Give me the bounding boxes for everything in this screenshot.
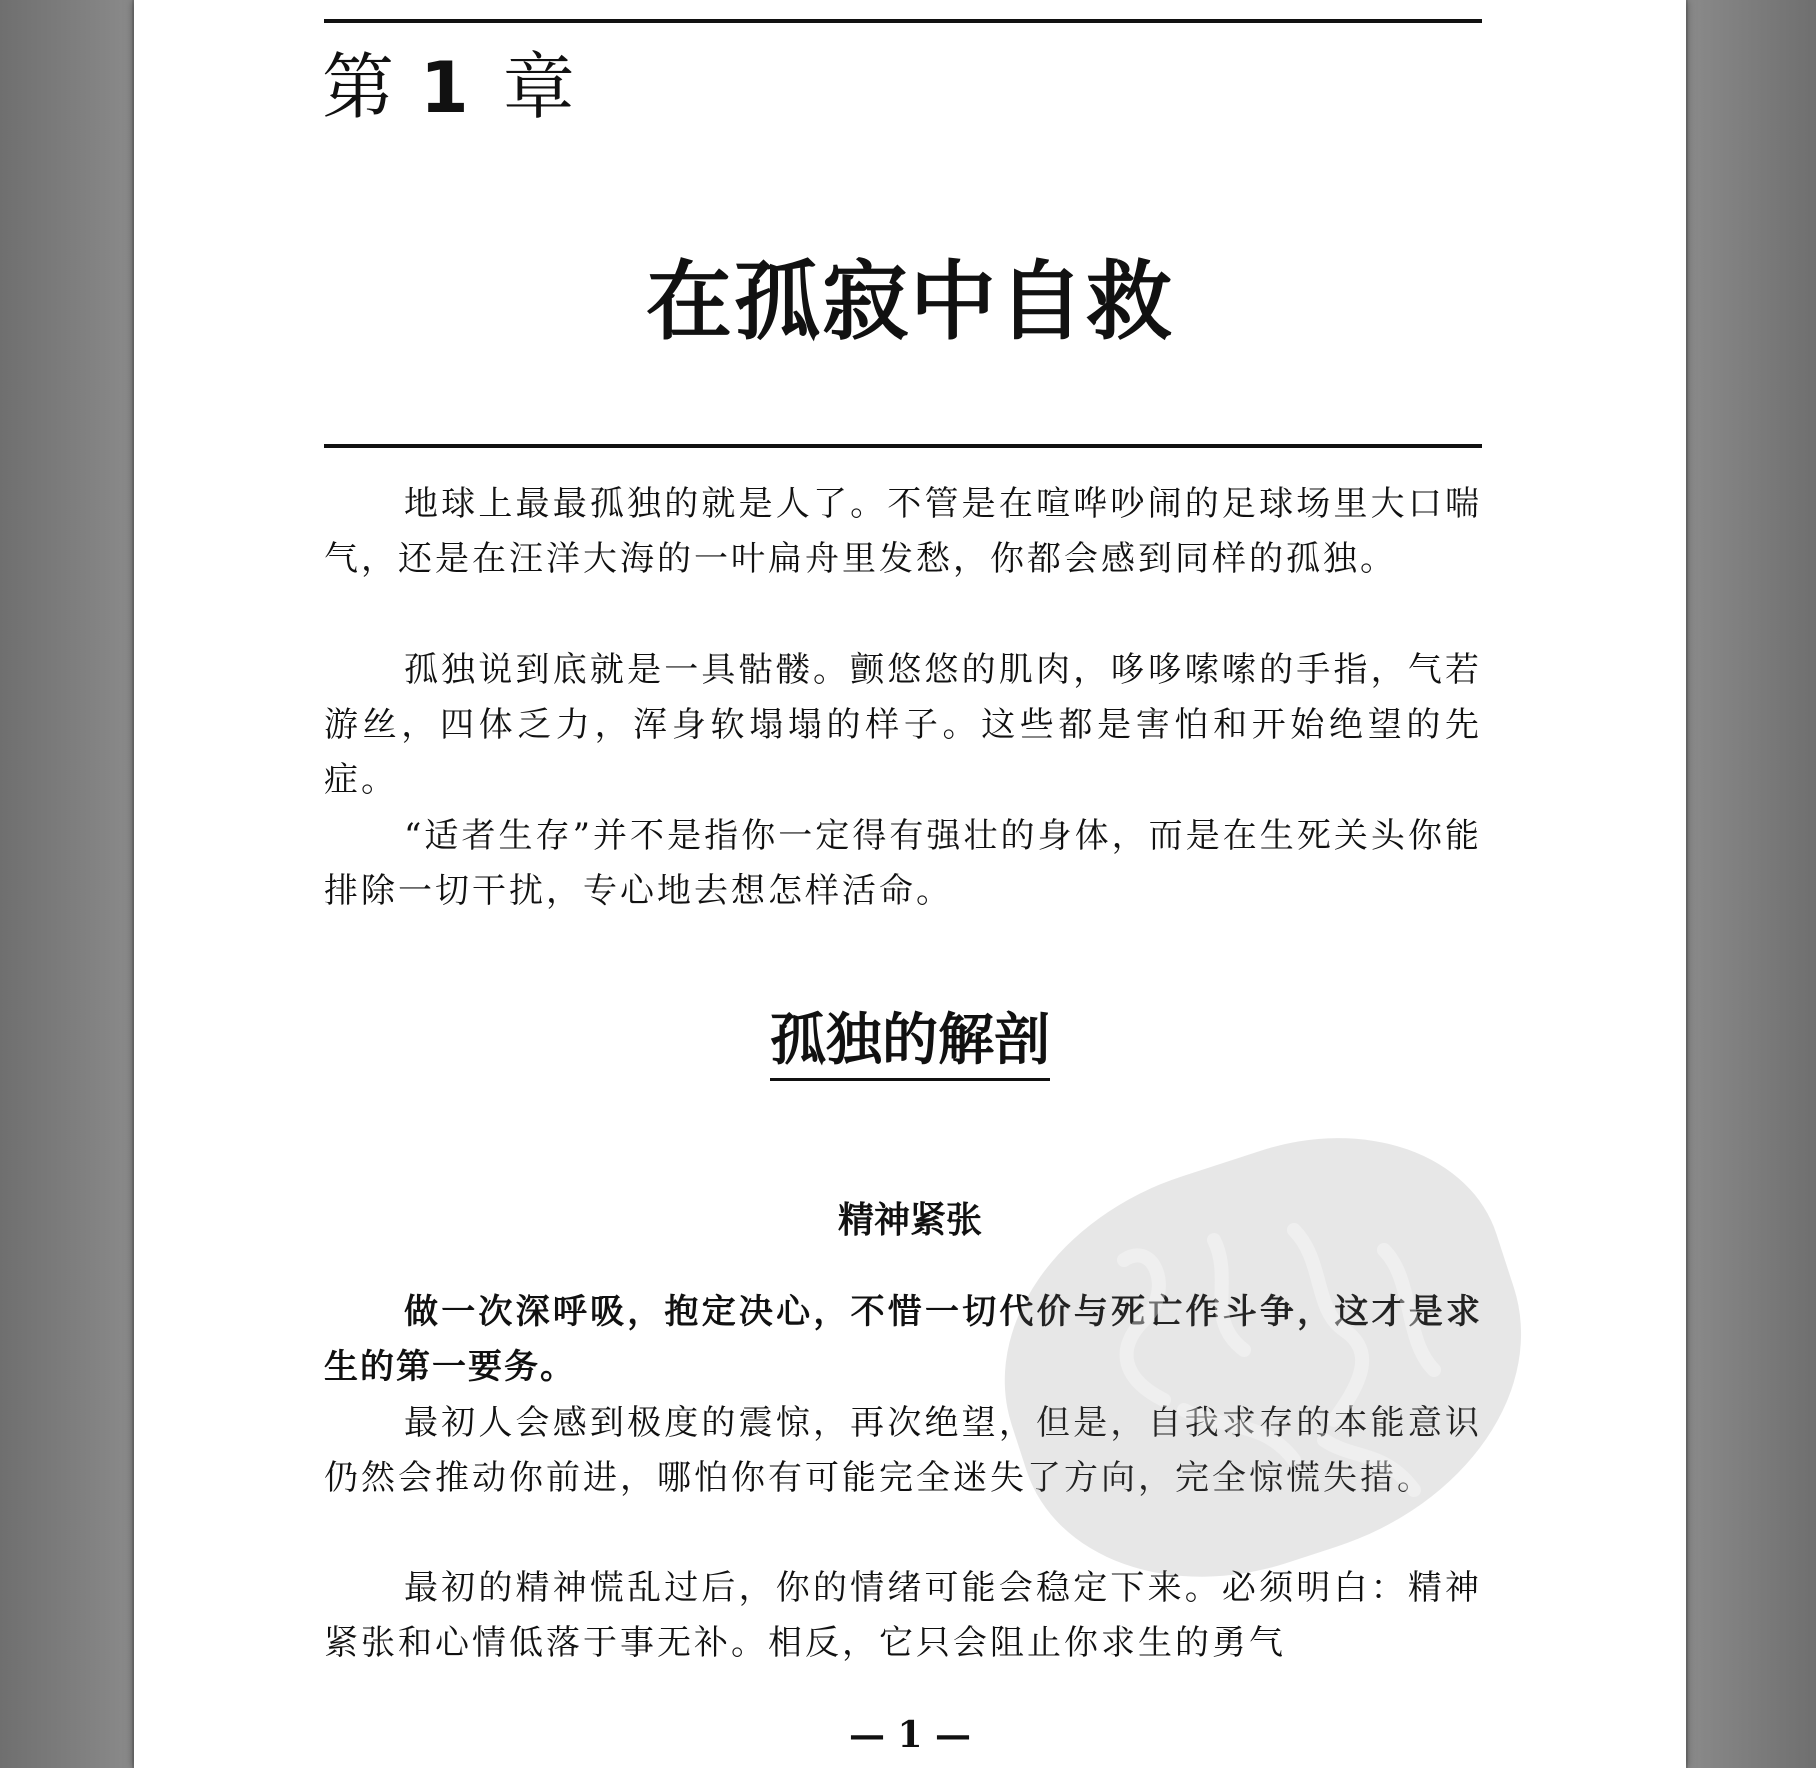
document-page xyxy=(134,0,1686,1768)
title-rule xyxy=(324,444,1482,448)
section-paragraph-2: 最初人会感到极度的震惊，再次绝望，但是，自我求存的本能意识仍然会推动你前进，哪怕你有可能完全迷失了方向，完全惊慌失措。 xyxy=(324,1403,1482,1498)
chapter-label-suffix: 章 xyxy=(502,45,581,129)
page-number: — 1 — xyxy=(848,1714,972,1756)
chapter-title: 在孤寂中自救 xyxy=(646,252,1174,352)
section-title-text: 孤独的解剖 xyxy=(770,1006,1050,1081)
viewer-background-right xyxy=(1688,0,1816,1768)
top-rule xyxy=(324,19,1482,23)
chapter-label xyxy=(322,42,581,133)
intro-paragraph-1: 地球上最最孤独的就是人了。不管是在喧哗吵闹的足球场里大口喘气，还是在汪洋大海的一叶扁舟里发愁，你都会感到同样的孤独。 xyxy=(324,484,1482,579)
section-title xyxy=(134,1006,1686,1081)
section-paragraph-1: 做一次深呼吸，抱定决心，不惜一切代价与死亡作斗争，这才是求生的第一要务。 xyxy=(324,1292,1482,1387)
subsection-title: 精神紧张 xyxy=(837,1200,982,1241)
chapter-label-prefix: 第 xyxy=(322,45,401,129)
chapter-number: 1 xyxy=(420,47,475,129)
intro-paragraph-2: 孤独说到底就是一具骷髅。颤悠悠的肌肉，哆哆嗦嗦的手指，气若游丝，四体乏力，浑身软塌塌的样子。这些都是害怕和开始绝望的先症。 xyxy=(324,650,1482,800)
section-paragraph-3: 最初的精神慌乱过后，你的情绪可能会稳定下来。必须明白：精神紧张和心情低落于事无补。相反，它只会阻止你求生的勇气 xyxy=(324,1568,1482,1663)
viewer-background-left xyxy=(0,0,132,1768)
intro-paragraph-3: “适者生存”并不是指你一定得有强壮的身体，而是在生死关头你能排除一切干扰，专心地去想怎样活命。 xyxy=(324,816,1482,911)
